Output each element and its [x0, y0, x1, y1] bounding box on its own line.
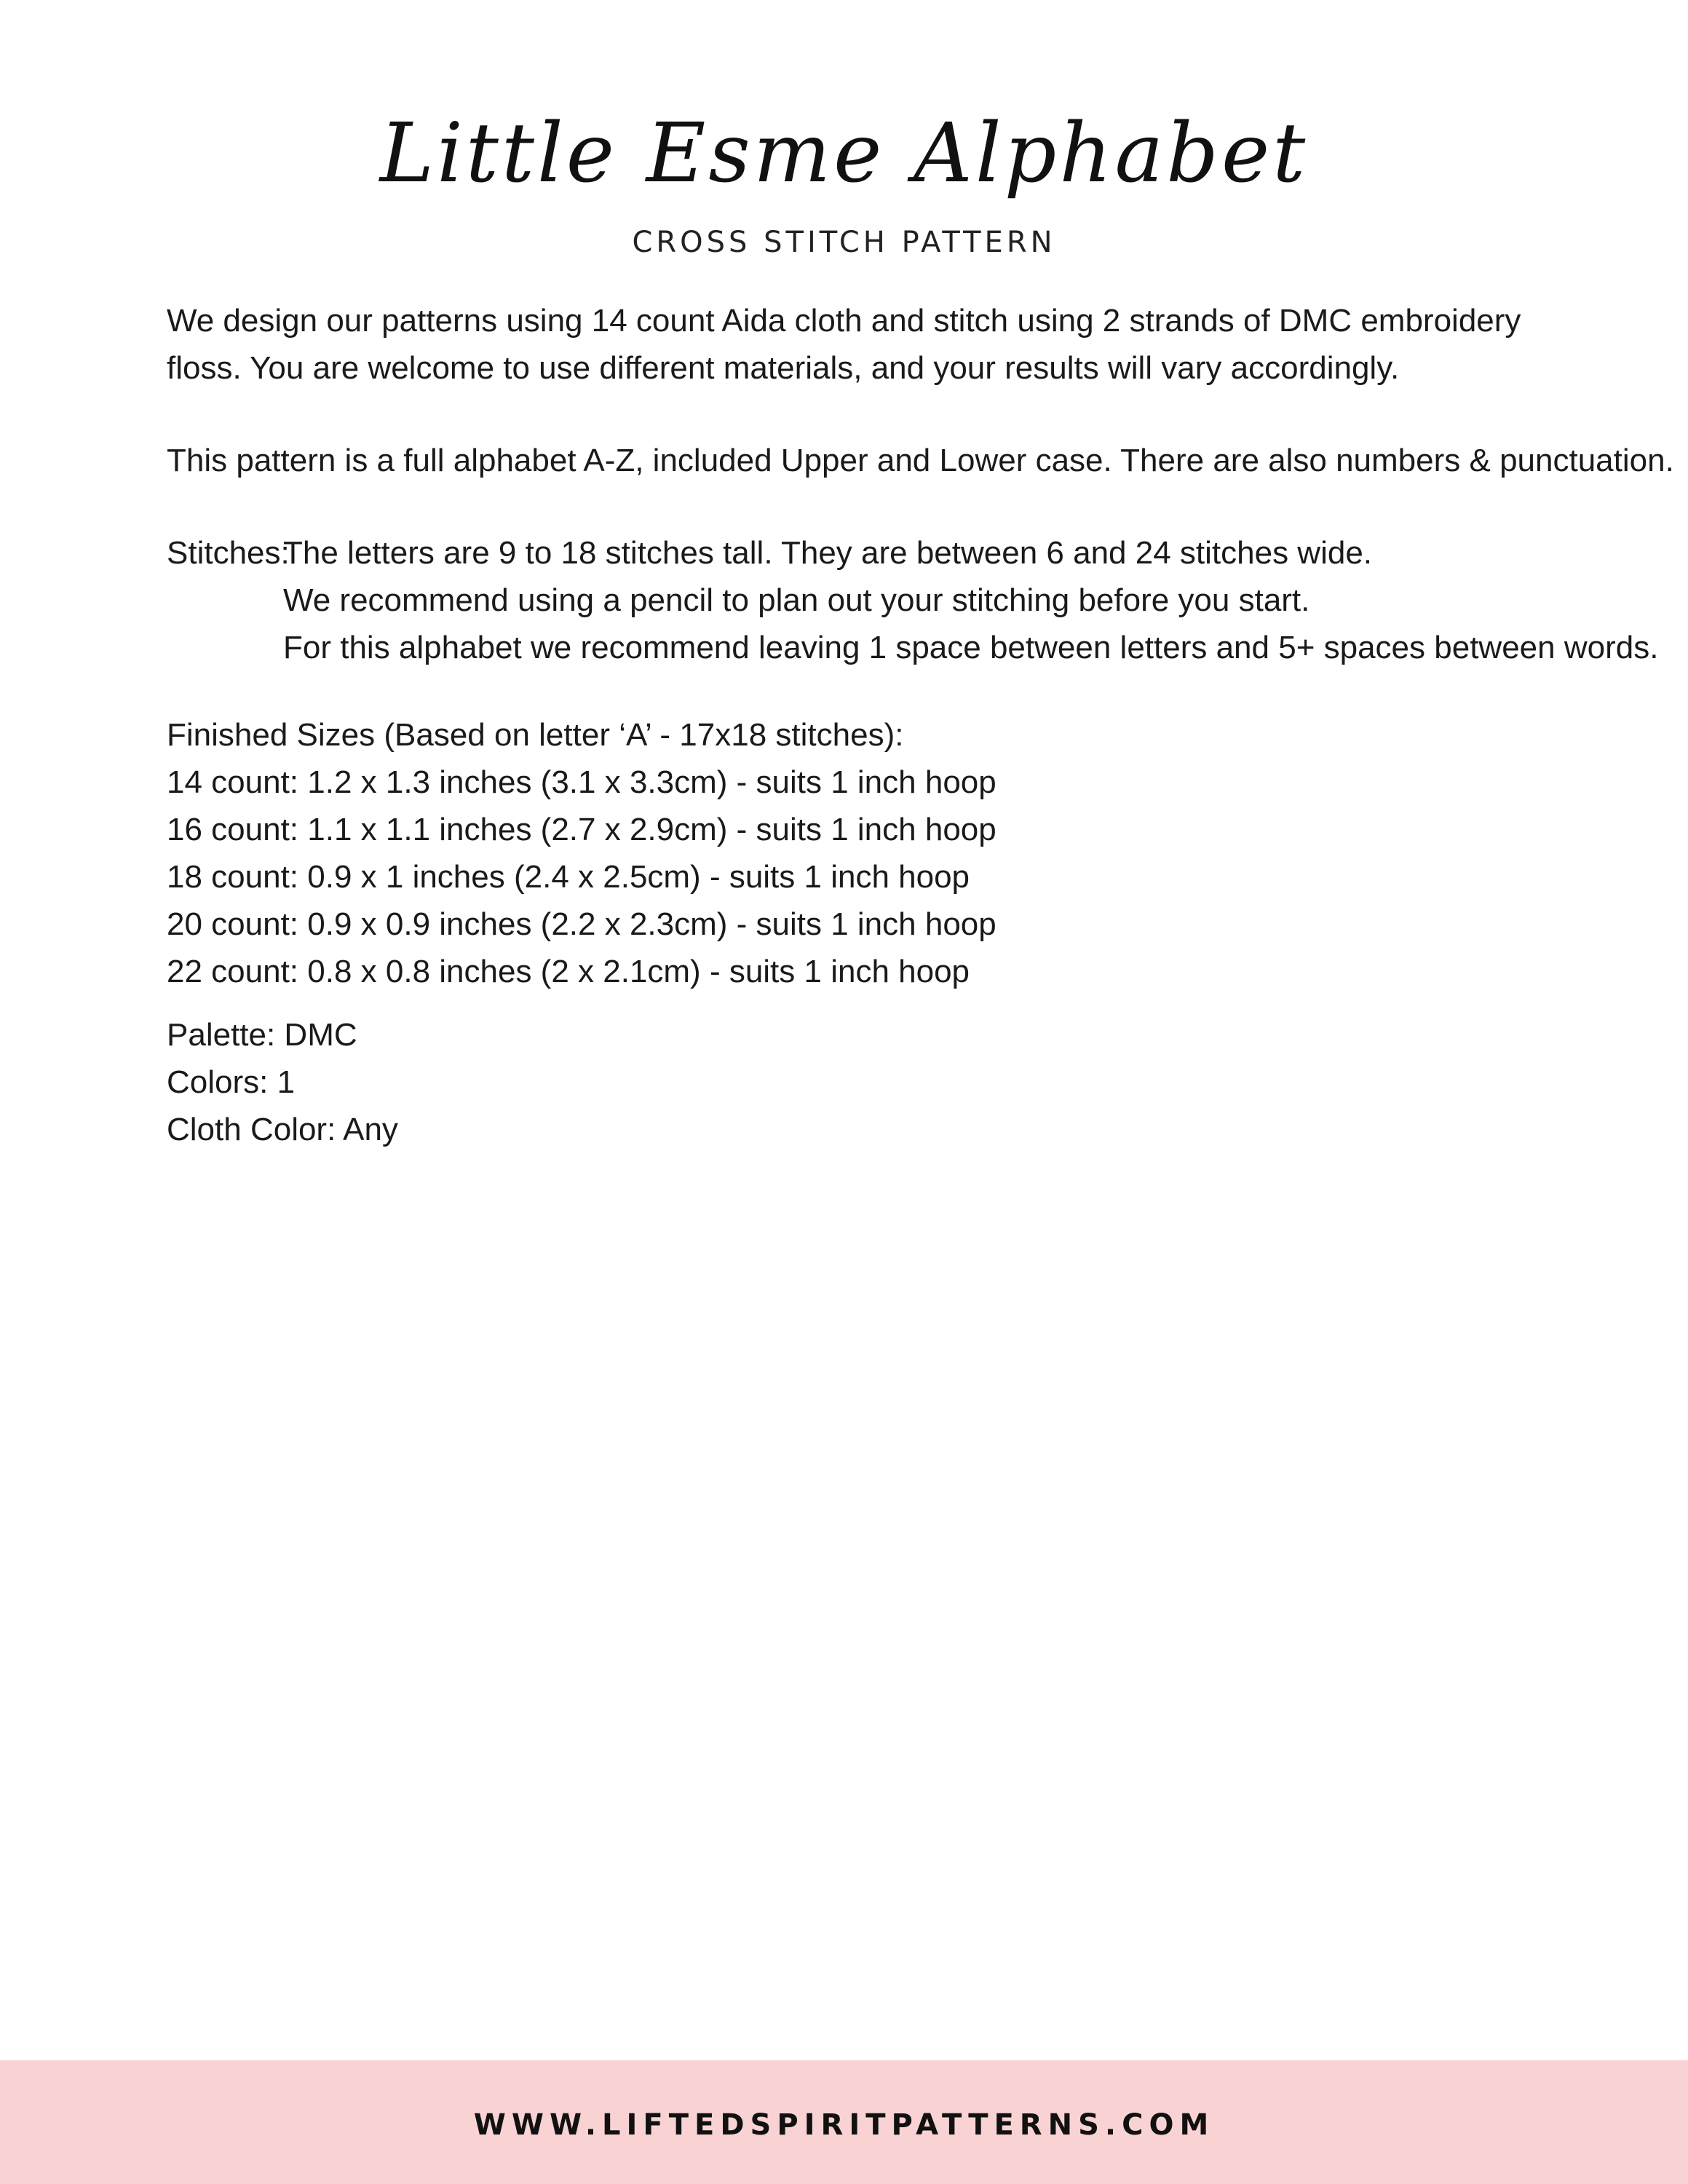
intro-line: floss. You are welcome to use different materials, and your results will vary accordingly. — [167, 350, 1400, 386]
size-row: 14 count: 1.2 x 1.3 inches (3.1 x 3.3cm) - suits 1 inch hoop — [167, 764, 996, 800]
website-link[interactable]: WWW.LIFTEDSPIRITPATTERNS.COM — [473, 2108, 1215, 2142]
finished-sizes-section — [167, 711, 1586, 995]
palette-text: Palette: DMC — [167, 1017, 357, 1053]
cloth-color-text: Cloth Color: Any — [167, 1112, 398, 1147]
stitches-line: For this alphabet we recommend leaving 1 space between letters and 5+ spaces between words. — [283, 630, 1659, 665]
pattern-info — [167, 297, 1674, 1153]
finished-sizes-heading: Finished Sizes (Based on letter ‘A’ - 17x18 stitches): — [167, 717, 904, 753]
footer-band — [0, 2060, 1688, 2184]
intro-paragraph — [167, 297, 1586, 392]
page-title: Little Esme Alphabet — [379, 106, 1309, 201]
scope-paragraph: This pattern is a full alphabet A-Z, included Upper and Lower case. There are also numbers & punctuation. — [167, 443, 1674, 478]
stitches-line: We recommend using a pencil to plan out your stitching before you start. — [283, 582, 1310, 618]
colors-text: Colors: 1 — [167, 1064, 296, 1100]
details-section — [167, 1011, 1586, 1153]
size-row: 20 count: 0.9 x 0.9 inches (2.2 x 2.3cm) - suits 1 inch hoop — [167, 906, 996, 942]
stitches-line: The letters are 9 to 18 stitches tall. They are between 6 and 24 stitches wide. — [283, 535, 1373, 571]
page-subtitle: CROSS STITCH PATTERN — [632, 226, 1056, 259]
size-row: 22 count: 0.8 x 0.8 inches (2 x 2.1cm) - suits 1 inch hoop — [167, 954, 970, 989]
size-row: 16 count: 1.1 x 1.1 inches (2.7 x 2.9cm) - suits 1 inch hoop — [167, 812, 996, 847]
stitches-section — [167, 529, 1659, 671]
stitches-label: Stitches: — [167, 535, 290, 571]
intro-line: We design our patterns using 14 count Aida cloth and stitch using 2 strands of DMC embroidery — [167, 303, 1521, 339]
size-row: 18 count: 0.9 x 1 inches (2.4 x 2.5cm) - suits 1 inch hoop — [167, 859, 970, 895]
